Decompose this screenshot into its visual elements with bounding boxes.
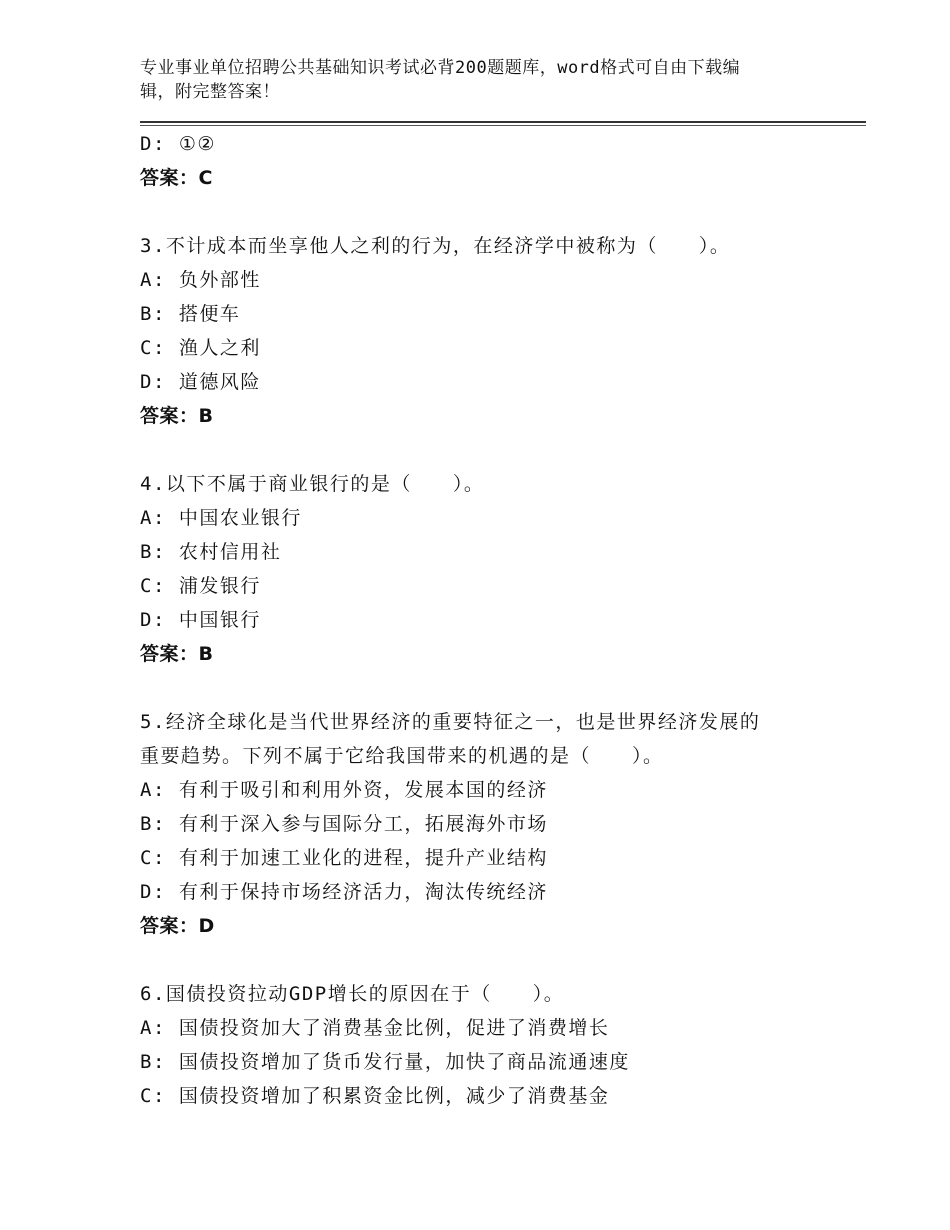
q2-answer: 答案：C <box>140 167 213 189</box>
q5-option-c: C: 有利于加速工业化的进程，提升产业结构 <box>140 847 548 869</box>
q4-option-b: B: 农村信用社 <box>140 541 282 563</box>
header-rule-thin <box>140 125 866 126</box>
q3-option-d: D: 道德风险 <box>140 371 261 393</box>
q4-answer: 答案：B <box>140 643 214 665</box>
q6-option-c: C: 国债投资增加了积累资金比例，减少了消费基金 <box>140 1085 610 1107</box>
q5-option-d: D: 有利于保持市场经济活力，淘汰传统经济 <box>140 881 548 903</box>
page-header <box>140 56 790 104</box>
question-6 <box>140 977 860 1113</box>
header-line-1: 专业事业单位招聘公共基础知识考试必背200题题库，word格式可自由下载编 <box>140 58 741 78</box>
q6-option-b: B: 国债投资增加了货币发行量，加快了商品流通速度 <box>140 1051 630 1073</box>
q2-option-d: D: ①② <box>140 133 216 155</box>
q3-answer: 答案：B <box>140 405 214 427</box>
question-list <box>140 127 860 1113</box>
q4-stem: 4.以下不属于商业银行的是（ ）。 <box>140 473 485 495</box>
q5-option-a: A: 有利于吸引和利用外资，发展本国的经济 <box>140 779 548 801</box>
question-4 <box>140 467 860 671</box>
question-3 <box>140 229 860 433</box>
q4-option-a: A: 中国农业银行 <box>140 507 302 529</box>
q3-option-a: A: 负外部性 <box>140 269 261 291</box>
q3-option-b: B: 搭便车 <box>140 303 241 325</box>
q5-stem-line-1: 5.经济全球化是当代世界经济的重要特征之一，也是世界经济发展的 <box>140 711 761 733</box>
q6-stem: 6.国债投资拉动GDP增长的原因在于（ ）。 <box>140 983 565 1005</box>
q6-option-a: A: 国债投资加大了消费基金比例，促进了消费增长 <box>140 1017 610 1039</box>
header-line-2: 辑，附完整答案！ <box>140 82 280 102</box>
q3-option-c: C: 渔人之利 <box>140 337 261 359</box>
q3-stem: 3.不计成本而坐享他人之利的行为，在经济学中被称为（ ）。 <box>140 235 731 257</box>
q4-option-d: D: 中国银行 <box>140 609 261 631</box>
q5-answer: 答案：D <box>140 915 215 937</box>
q4-option-c: C: 浦发银行 <box>140 575 261 597</box>
header-rule-thick <box>140 121 866 123</box>
question-5 <box>140 705 860 943</box>
q5-stem-line-2: 重要趋势。下列不属于它给我国带来的机遇的是（ ）。 <box>140 745 664 767</box>
q5-option-b: B: 有利于深入参与国际分工，拓展海外市场 <box>140 813 548 835</box>
